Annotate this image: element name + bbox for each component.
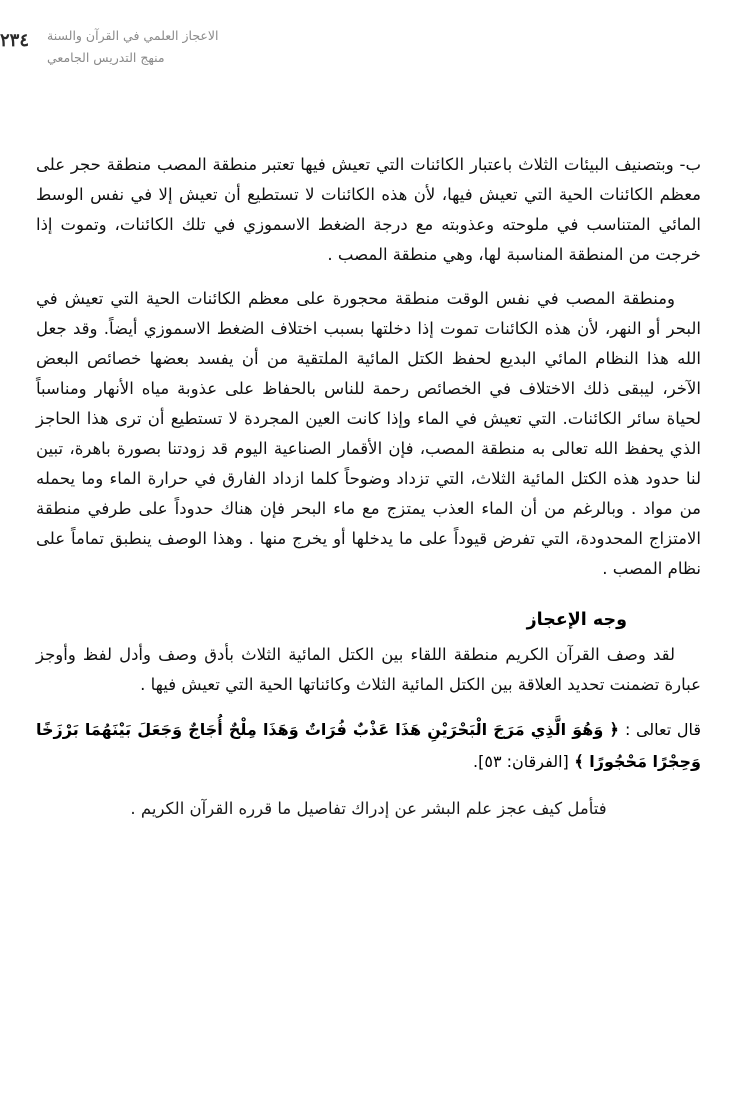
header-title-line-1: الاعجاز العلمي في القرآن والسنة <box>47 28 219 43</box>
closing-paragraph: فتأمل كيف عجز علم البشر عن إدراك تفاصيل ما قرره القرآن الكريم . <box>130 799 607 818</box>
quran-lead-text: قال تعالى : <box>624 720 702 739</box>
header-titles <box>47 28 218 67</box>
section-heading: وجه الإعجاز <box>526 610 627 630</box>
quran-quote-block <box>36 714 701 778</box>
quran-reference: [الفرقان: ٥٣]. <box>473 752 569 771</box>
header-title-line-2: منهج التدريس الجامعي <box>47 50 165 66</box>
quran-verse-text: ﴿ وَهُوَ الَّذِي مَرَجَ الْبَحْرَيْنِ هَذَا عَذْبٌ فُرَاتٌ وَهَذَا مِلْحٌ أُجَاجٌ وَجَعَلَ بَيْنَهُمَا بَرْزَخًا وَحِجْرًا مَحْجُورًا ﴾ <box>36 720 701 771</box>
page-header <box>0 28 697 67</box>
body-paragraph-1: ب- وبتصنيف البيئات الثلاث باعتبار الكائنات التي تعيش فيها تعتبر منطقة المصب منطقة حجر على معظم الكائنات الحية التي تعيش فيها، لأن هذه الكائنات لا تستطيع أن تعيش إلا في نفس الوسط المائي المتناسب في ملوحته وعذوبته مع درجة الضغط الاسموزي في تلك الكائنات، وتموت إذا خرجت من المنطقة المناسبة لها، وهي منطقة المصب . <box>36 155 701 264</box>
section-paragraph-1: لقد وصف القرآن الكريم منطقة اللقاء بين الكتل المائية الثلاث بأدق وصف وأدل لفظ وأوجز عبارة تضمنت تحديد العلاقة بين الكتل المائية الثلاث وكائناتها الحية التي تعيش فيها . <box>36 645 701 694</box>
body-paragraph-2: ومنطقة المصب في نفس الوقت منطقة محجورة على معظم الكائنات الحية التي تعيش في البحر أو النهر، لأن هذه الكائنات تموت إذا دخلتها بسبب اختلاف الضغط الاسموزي أيضاً. وقد جعل الله هذا النظام المائي البديع لحفظ الكتل المائية الملتقية من أن يفسد بعضها خصائص البعض الآخر، ليبقى ذلك الاختلاف في الخصائص رحمة للناس بالحفاظ على عذوبة مياه الأنهار ومناسباً لحياة سائر الكائنات. التي تعيش في الماء وإذا كانت العين المجردة لا تستطيع أن ترى هذا الحاجز الذي يحفظ الله تعالى به منطقة المصب، فإن الأقمار الصناعية اليوم قد زودتنا بصورة باهرة، تبين لنا حدود هذه الكتل المائية الثلاث، التي تزداد وضوحاً كلما ازداد الفارق في حرارة الماء وما يحمله من مواد . وبالرغم من أن الماء العذب يمتزج مع ماء البحر فإن هناك حدوداً على طرفي منطقة الامتزاج المحدودة، التي تفرض قيوداً على ما يدخلها أو يخرج منها . وهذا الوصف ينطبق تماماً على نظام المصب . <box>36 289 701 578</box>
page-content <box>36 150 701 841</box>
page-number: ٢٣٤ <box>0 30 30 51</box>
